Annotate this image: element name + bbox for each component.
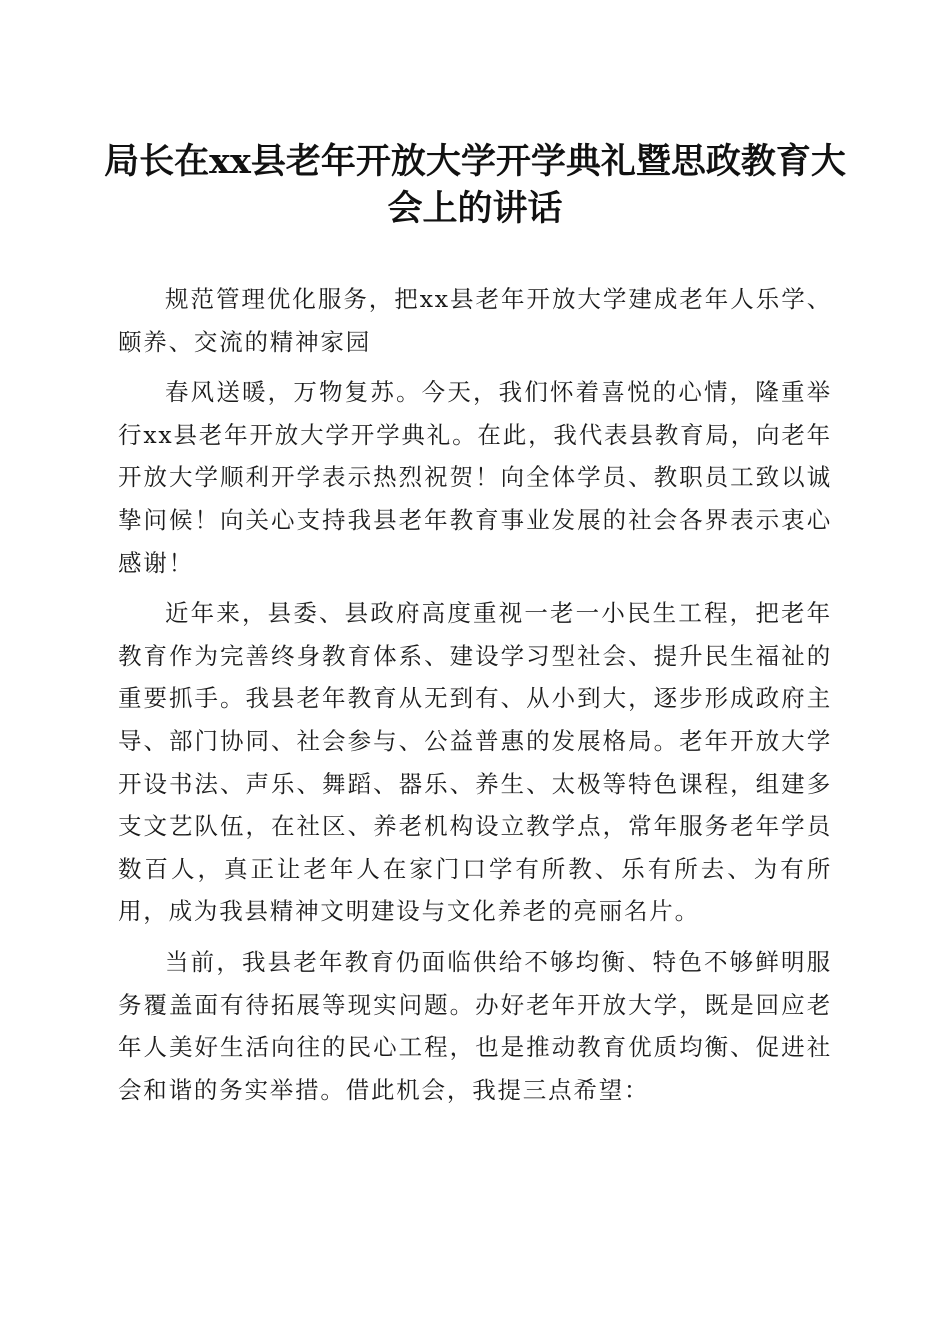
paragraph-challenges: 当前，我县老年教育仍面临供给不够均衡、特色不够鲜明服务覆盖面有待拓展等现实问题。办好老年开放大学，既是回应老年人美好生活向往的民心工程，也是推动教育优质均衡、促进社会和谐的务实举措。借此机会，我提三点希望： [118, 947, 832, 1104]
document-title: 局长在xx县老年开放大学开学典礼暨思政教育大会上的讲话 [104, 141, 846, 229]
paragraph-subtitle: 规范管理优化服务，把xx县老年开放大学建成老年人乐学、颐养、交流的精神家园 [118, 285, 832, 356]
paragraph-opening: 春风送暖，万物复苏。今天，我们怀着喜悦的心情，隆重举行xx县老年开放大学开学典礼。在此，我代表县教育局，向老年开放大学顺利开学表示热烈祝贺！向全体学员、教职员工致以诚挚问候！向关心支持我县老年教育事业发展的社会各界表示衷心感谢！ [118, 378, 832, 577]
paragraph-achievements: 近年来，县委、县政府高度重视一老一小民生工程，把老年教育作为完善终身教育体系、建设学习型社会、提升民生福祉的重要抓手。我县老年教育从无到有、从小到大，逐步形成政府主导、部门协同、社会参与、公益普惠的发展格局。老年开放大学开设书法、声乐、舞蹈、器乐、养生、太极等特色课程，组建多支文艺队伍，在社区、养老机构设立教学点，常年服务老年学员数百人，真正让老年人在家门口学有所教、乐有所去、为有所用，成为我县精神文明建设与文化养老的亮丽名片。 [118, 599, 832, 926]
document-body [118, 278, 832, 1119]
